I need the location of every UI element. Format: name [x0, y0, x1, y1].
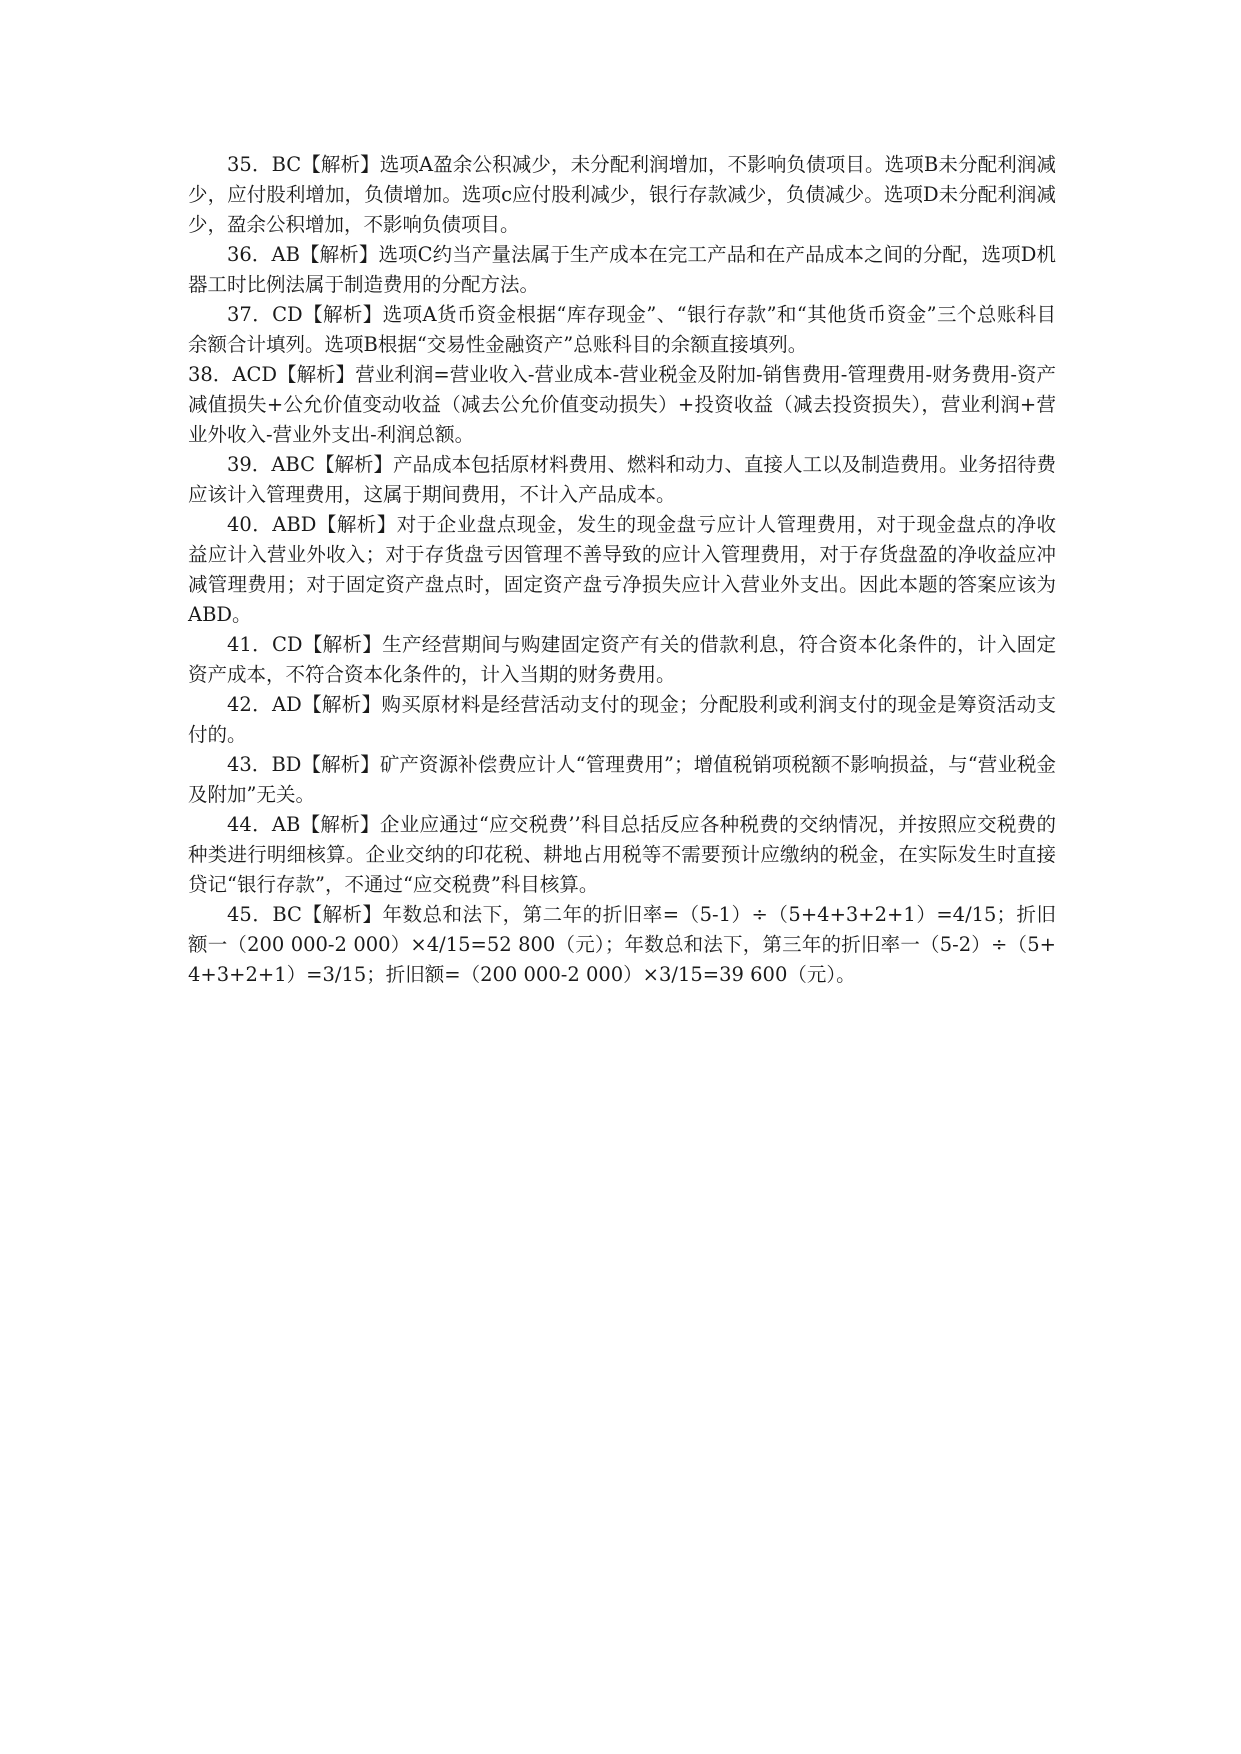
- answer-paragraph-38: 38．ACD【解析】营业利润=营业收入-营业成本-营业税金及附加-销售费用-管理费用-财务费用-资产减值损失+公允价值变动收益（减去公允价值变动损失）+投资收益（减去投资损失），营业利润+营业外收入-营业外支出-利润总额。: [188, 363, 1056, 446]
- answer-paragraph-41: 41．CD【解析】生产经营期间与购建固定资产有关的借款利息，符合资本化条件的，计入固定资产成本，不符合资本化条件的，计入当期的财务费用。: [188, 633, 1056, 686]
- document-page: [188, 150, 1056, 990]
- answer-paragraph-37: 37．CD【解析】选项A货币资金根据“库存现金”、“银行存款”和“其他货币资金”三个总账科目余额合计填列。选项B根据“交易性金融资产”总账科目的余额直接填列。: [188, 303, 1056, 356]
- answer-paragraph-43: 43．BD【解析】矿产资源补偿费应计人“管理费用”；增值税销项税额不影响损益，与“营业税金及附加”无关。: [188, 753, 1056, 806]
- answer-paragraph-42: 42．AD【解析】购买原材料是经营活动支付的现金；分配股利或利润支付的现金是筹资活动支付的。: [188, 693, 1056, 746]
- answer-paragraph-44: 44．AB【解析】企业应通过“应交税费’’科目总括反应各种税费的交纳情况，并按照应交税费的种类进行明细核算。企业交纳的印花税、耕地占用税等不需要预计应缴纳的税金，在实际发生时直接贷记“银行存款”，不通过“应交税费”科目核算。: [188, 813, 1056, 896]
- answer-paragraph-35: 35．BC【解析】选项A盈余公积减少，未分配利润增加，不影响负债项目。选项B未分配利润减少，应付股利增加，负债增加。选项c应付股利减少，银行存款减少，负债减少。选项D未分配利润减少，盈余公积增加，不影响负债项目。: [188, 153, 1056, 236]
- answer-paragraph-39: 39．ABC【解析】产品成本包括原材料费用、燃料和动力、直接人工以及制造费用。业务招待费应该计入管理费用，这属于期间费用，不计入产品成本。: [188, 453, 1057, 506]
- answer-paragraph-45: 45．BC【解析】年数总和法下，第二年的折旧率=（5-1）÷（5+4+3+2+1）=4/15；折旧额一（200 000-2 000）×4/15=52 800（元）；年数总和法下，第三年的折旧率一（5-2）÷（5+4+3+2+1）=3/15；折旧额=（200 000-2 000）×3/15=39 600（元）。: [188, 903, 1056, 986]
- answer-paragraph-36: 36．AB【解析】选项C约当产量法属于生产成本在完工产品和在产品成本之间的分配，选项D机器工时比例法属于制造费用的分配方法。: [188, 243, 1056, 296]
- answer-paragraph-40: 40．ABD【解析】对于企业盘点现金，发生的现金盘亏应计人管理费用，对于现金盘点的净收益应计入营业外收入；对于存货盘亏因管理不善导致的应计入管理费用，对于存货盘盈的净收益应冲减管理费用；对于固定资产盘点时，固定资产盘亏净损失应计入营业外支出。因此本题的答案应该为ABD。: [188, 513, 1056, 626]
